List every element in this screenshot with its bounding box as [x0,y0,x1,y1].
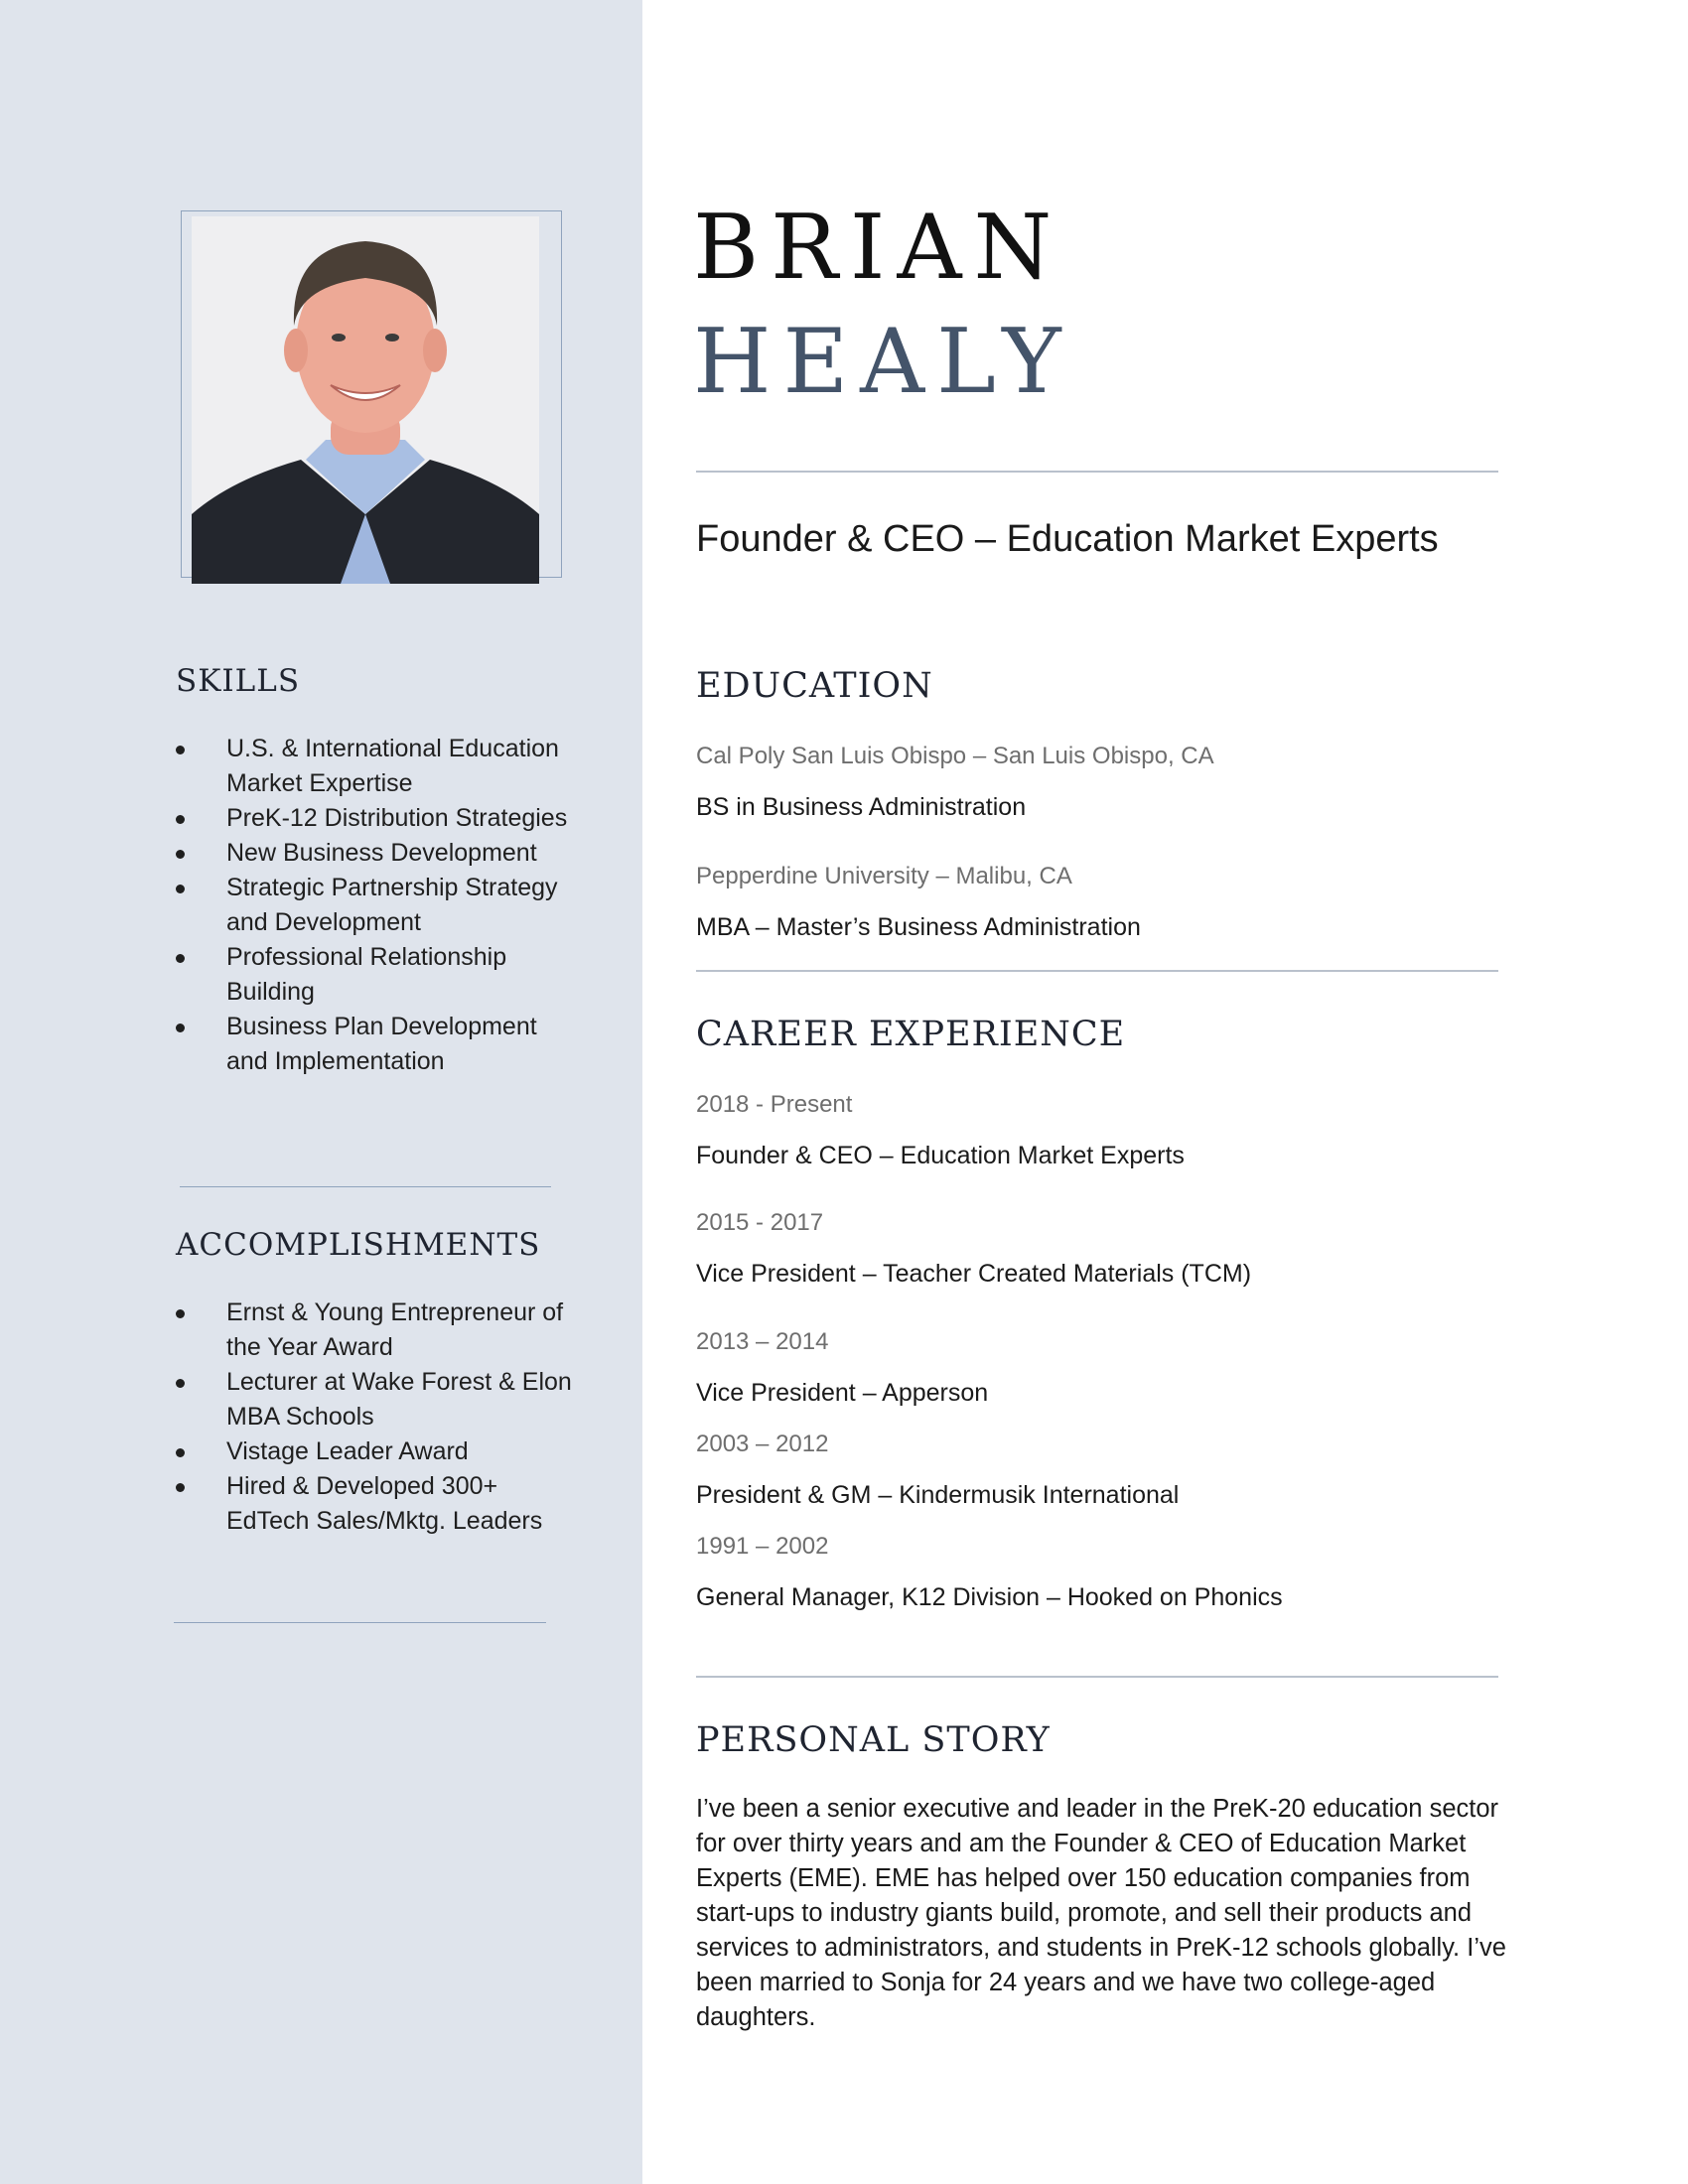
personal-story-text: I’ve been a senior executive and leader in the PreK-20 education sector for over thirty years and am the Founder & CEO of Education Market Experts (EME). EME has helped over 150 education companies from start-ups to industry giants build, promote, and sell their products and services to administrators, and students in PreK-12 schools globally. I’ve been married to Sonja for 24 years and we have two college-aged daughters. [696,1795,1506,2031]
career-heading: CAREER EXPERIENCE [696,1015,1126,1054]
career-period: 2003 – 2012 [696,1431,829,1457]
list-item: Lecturer at Wake Forest & Elon MBA Schools [176,1365,573,1434]
list-item: U.S. & International Education Market Expertise [176,732,573,801]
last-name: HEALY [693,310,1073,414]
first-name: BRIAN [693,196,1064,300]
education-degree: BS in Business Administration [696,793,1027,821]
profile-photo [192,216,539,584]
divider [696,1676,1498,1678]
accomplishments-list [176,1296,573,1539]
list-item: Ernst & Young Entrepreneur of the Year Award [176,1296,573,1365]
divider [180,1186,551,1187]
career-role: Founder & CEO – Education Market Experts [696,1142,1185,1169]
education-school: Cal Poly San Luis Obispo – San Luis Obispo, CA [696,743,1214,769]
education-school: Pepperdine University – Malibu, CA [696,863,1072,889]
divider [174,1622,546,1623]
career-period: 2015 - 2017 [696,1209,824,1236]
career-period: 1991 – 2002 [696,1533,829,1560]
education-degree: MBA – Master’s Business Administration [696,913,1141,941]
list-item: Strategic Partnership Strategy and Development [176,871,573,940]
accomplishments-heading: ACCOMPLISHMENTS [176,1227,541,1263]
divider [696,471,1498,473]
career-role: Vice President – Apperson [696,1379,989,1407]
list-item: Professional Relationship Building [176,940,573,1010]
list-item: Business Plan Development and Implementation [176,1010,573,1079]
skills-heading: SKILLS [176,663,301,699]
career-period: 2013 – 2014 [696,1328,829,1355]
education-heading: EDUCATION [696,666,933,706]
career-role: President & GM – Kindermusik International [696,1481,1180,1509]
list-item: New Business Development [176,836,573,871]
divider [696,970,1498,972]
list-item: Hired & Developed 300+ EdTech Sales/Mktg. Leaders [176,1469,573,1539]
career-role: Vice President – Teacher Created Materials (TCM) [696,1260,1252,1288]
personal-story-heading: PERSONAL STORY [696,1720,1051,1760]
job-title: Founder & CEO – Education Market Experts [696,518,1439,560]
skills-list [176,732,573,1079]
career-role: General Manager, K12 Division – Hooked on Phonics [696,1583,1283,1611]
career-period: 2018 - Present [696,1091,853,1118]
list-item: Vistage Leader Award [176,1434,573,1469]
list-item: PreK-12 Distribution Strategies [176,801,573,836]
